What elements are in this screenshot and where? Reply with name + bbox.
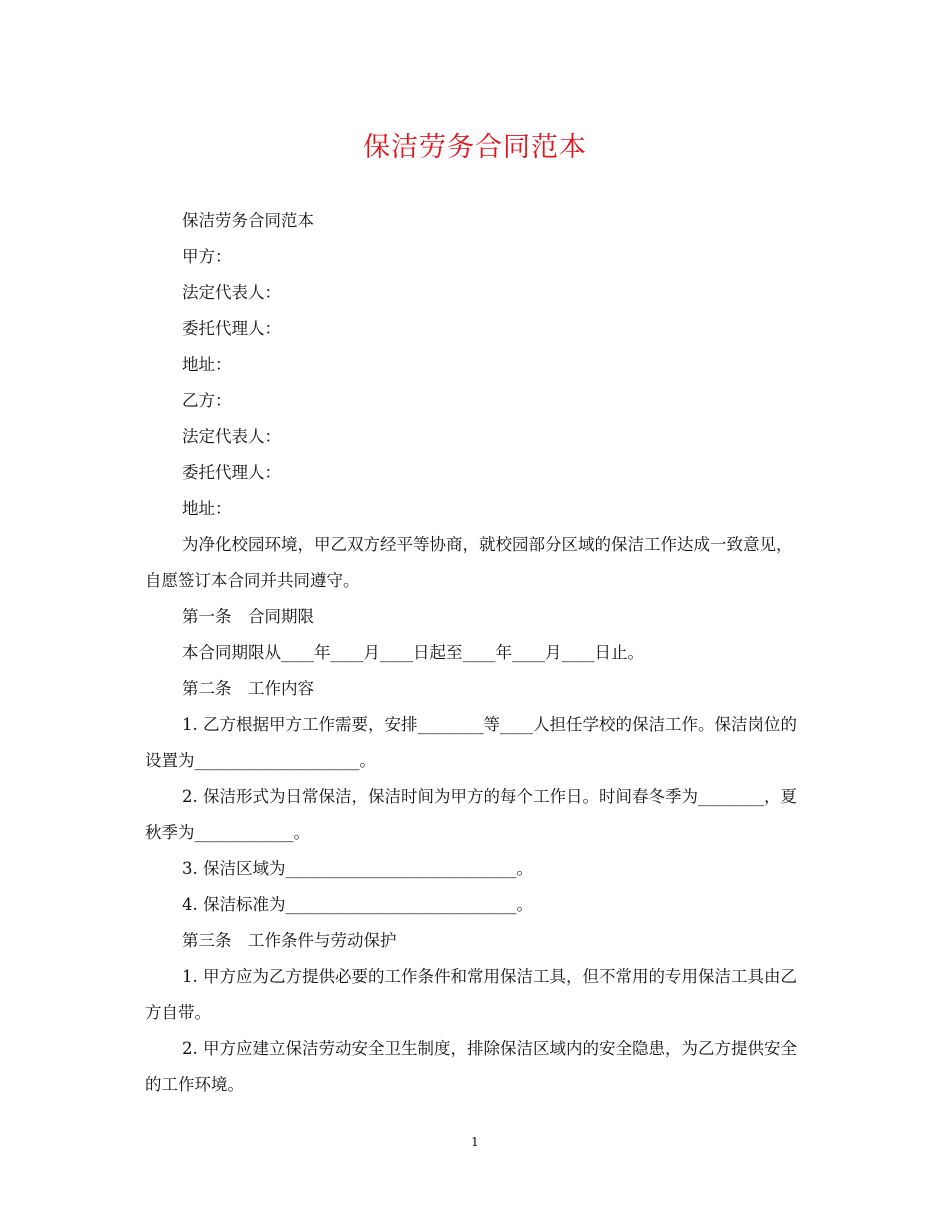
doc-paragraph: 第二条 工作内容 [182, 679, 314, 698]
doc-paragraph: 本合同期限从____年____月____日起至____年____月____日止。 [182, 643, 644, 662]
doc-paragraph: 1. 乙方根据甲方工作需要，安排________等____人担任学校的保洁工作。保洁岗位的设置为____________________。 [145, 715, 797, 770]
doc-paragraph: 保洁劳务合同范本 [182, 211, 314, 230]
doc-paragraph: 委托代理人： [182, 319, 281, 338]
doc-paragraph: 地址： [182, 355, 232, 374]
page-title: 保洁劳务合同范本 [363, 132, 587, 163]
doc-paragraph: 地址： [182, 499, 232, 518]
doc-paragraph: 2. 保洁形式为日常保洁，保洁时间为甲方的每个工作日。时间春冬季为________，夏秋季为____________。 [145, 787, 797, 842]
page-number: 1 [471, 1135, 479, 1149]
doc-paragraph: 法定代表人： [182, 283, 281, 302]
document-body [145, 203, 805, 1103]
doc-paragraph: 4. 保洁标准为____________________________。 [182, 895, 533, 914]
doc-paragraph: 1. 甲方应为乙方提供必要的工作条件和常用保洁工具，但不常用的专用保洁工具由乙方自带。 [145, 967, 797, 1022]
doc-paragraph: 3. 保洁区域为____________________________。 [182, 859, 533, 878]
doc-paragraph: 第三条 工作条件与劳动保护 [182, 931, 397, 950]
doc-paragraph: 为净化校园环境，甲乙双方经平等协商，就校园部分区域的保洁工作达成一致意见，自愿签订本合同并共同遵守。 [145, 535, 793, 590]
doc-paragraph: 法定代表人： [182, 427, 281, 446]
doc-paragraph: 2. 甲方应建立保洁劳动安全卫生制度，排除保洁区域内的安全隐患，为乙方提供安全的工作环境。 [145, 1039, 797, 1094]
doc-paragraph: 甲方： [182, 247, 232, 266]
doc-paragraph: 委托代理人： [182, 463, 281, 482]
doc-paragraph: 乙方： [182, 391, 232, 410]
doc-paragraph: 第一条 合同期限 [182, 607, 314, 626]
